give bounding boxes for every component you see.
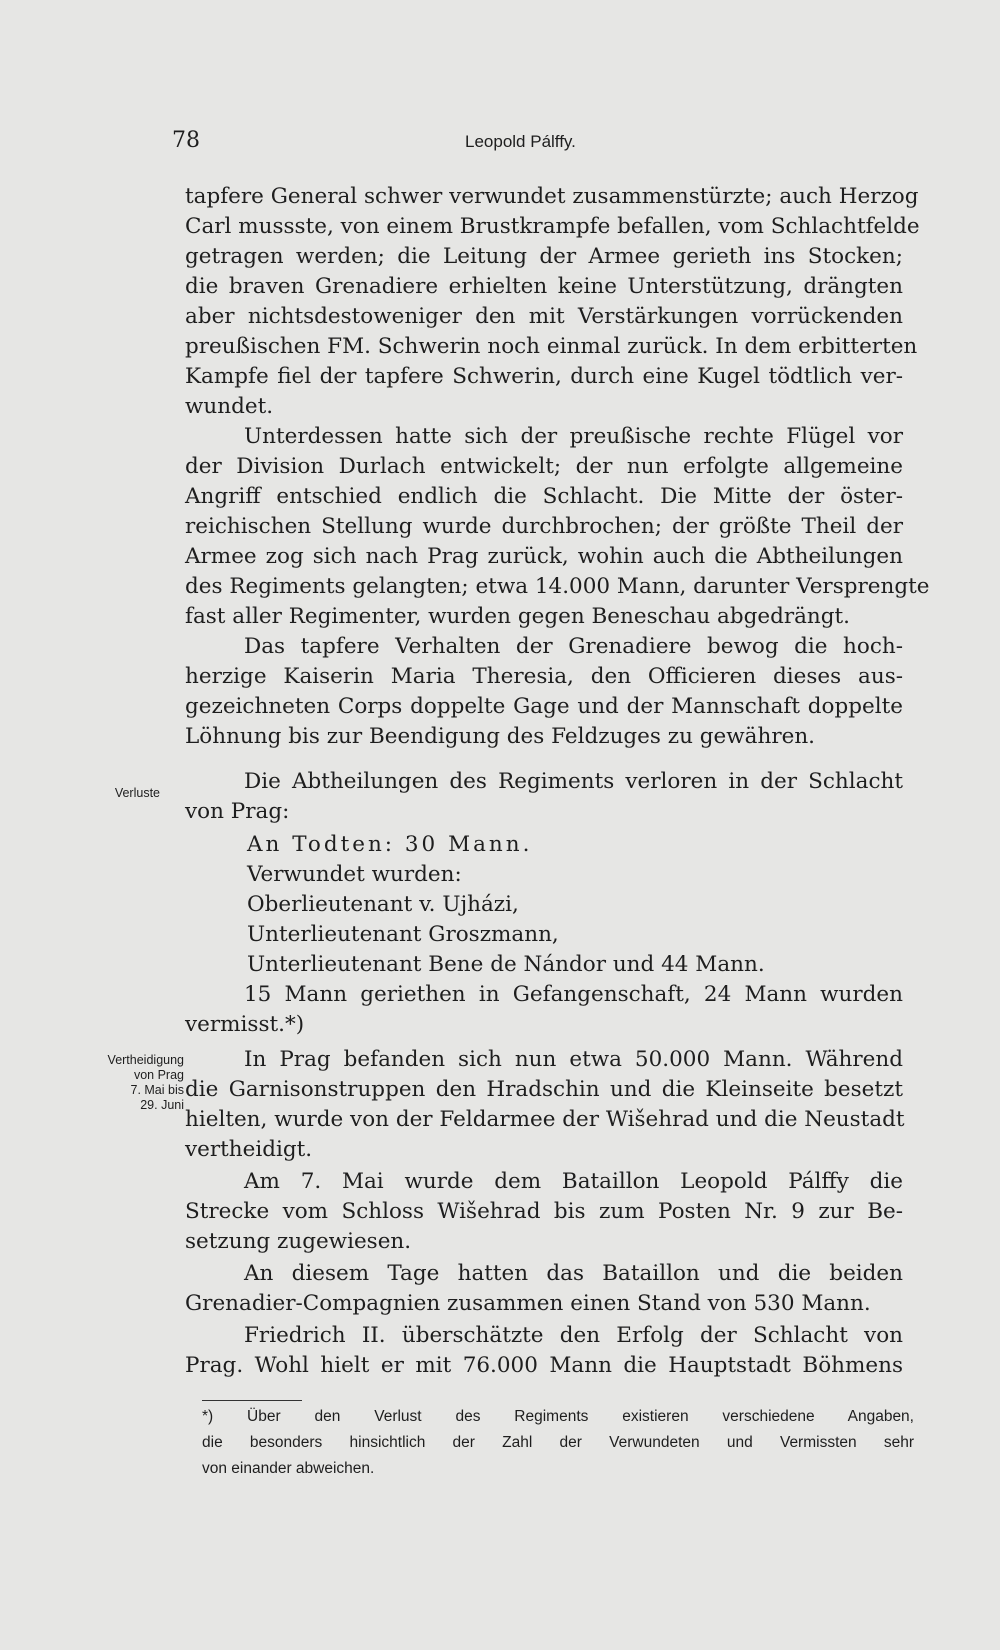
text-line: Unterlieutenant Groszmann, bbox=[247, 922, 559, 947]
text-line: Unterlieutenant Bene de Nándor und 44 Mann. bbox=[247, 952, 765, 977]
text-line: herzige Kaiserin Maria Theresia, den Officieren dieses aus- bbox=[185, 664, 903, 689]
text-line: des Regiments gelangten; etwa 14.000 Mann, darunter Versprengte bbox=[185, 574, 930, 599]
margin-note-line: von Prag bbox=[133, 1068, 184, 1082]
footnote-line: die besonders hinsichtlich der Zahl der Verwundeten und Vermissten sehr bbox=[202, 1434, 914, 1451]
text-line: Kampfe fiel der tapfere Schwerin, durch eine Kugel tödtlich ver- bbox=[185, 364, 903, 389]
text-line: Das tapfere Verhalten der Grenadiere bewog die hoch- bbox=[244, 634, 903, 659]
text-line: 15 Mann geriethen in Gefangenschaft, 24 Mann wurden bbox=[244, 982, 903, 1007]
text-line: die braven Grenadiere erhielten keine Unterstützung, drängten bbox=[185, 274, 903, 299]
text-line: Prag. Wohl hielt er mit 76.000 Mann die Hauptstadt Böhmens bbox=[185, 1353, 903, 1378]
text-line: wundet. bbox=[185, 394, 274, 419]
footnote-rule bbox=[202, 1400, 302, 1401]
text-line: die Garnisonstruppen den Hradschin und die Kleinseite besetzt bbox=[185, 1077, 903, 1102]
text-line: der Division Durlach entwickelt; der nun erfolgte allgemeine bbox=[185, 454, 903, 479]
text-line: In Prag befanden sich nun etwa 50.000 Mann. Während bbox=[244, 1047, 903, 1072]
text-line: Carl mussste, von einem Brustkrampfe befallen, vom Schlachtfelde bbox=[185, 214, 920, 239]
text-line: Die Abtheilungen des Regiments verloren in der Schlacht bbox=[244, 769, 903, 794]
text-line: getragen werden; die Leitung der Armee gerieth ins Stocken; bbox=[185, 244, 903, 269]
text-line: setzung zugewiesen. bbox=[185, 1229, 412, 1254]
text-line: Oberlieutenant v. Ujházi, bbox=[247, 892, 519, 917]
margin-note-vertheidigung bbox=[72, 1053, 184, 1113]
text-line: vermisst.*) bbox=[185, 1012, 305, 1037]
text-line: reichischen Stellung wurde durchbrochen; der größte Theil der bbox=[185, 514, 903, 539]
margin-note-line: Vertheidigung bbox=[107, 1053, 184, 1067]
page-header bbox=[172, 128, 860, 168]
text-line: fast aller Regimenter, wurden gegen Beneschau abgedrängt. bbox=[185, 604, 851, 629]
text-line: tapfere General schwer verwundet zusammenstürzte; auch Herzog bbox=[185, 184, 919, 209]
text-line: Verwundet wurden: bbox=[247, 862, 462, 887]
text-line: Angriff entschied endlich die Schlacht. Die Mitte der öster- bbox=[185, 484, 903, 509]
text-line: Strecke vom Schloss Wišehrad bis zum Posten Nr. 9 zur Be- bbox=[185, 1199, 903, 1224]
text-line: Löhnung bis zur Beendigung des Feldzuges zu gewähren. bbox=[185, 724, 816, 749]
page-number: 78 bbox=[172, 128, 200, 153]
margin-note-line: 29. Juni bbox=[140, 1098, 184, 1112]
text-line: Armee zog sich nach Prag zurück, wohin auch die Abtheilungen bbox=[185, 544, 903, 569]
text-line: An Todten: 30 Mann. bbox=[247, 832, 533, 857]
text-line: An diesem Tage hatten das Bataillon und die beiden bbox=[244, 1261, 903, 1286]
margin-note-verluste: Verluste bbox=[114, 786, 160, 800]
text-line: Grenadier-Compagnien zusammen einen Stand von 530 Mann. bbox=[185, 1291, 871, 1316]
text-line: Unterdessen hatte sich der preußische rechte Flügel vor bbox=[244, 424, 903, 449]
text-line: gezeichneten Corps doppelte Gage und der Mannschaft doppelte bbox=[185, 694, 903, 719]
text-line: Am 7. Mai wurde dem Bataillon Leopold Pálffy die bbox=[244, 1169, 903, 1194]
text-line: preußischen FM. Schwerin noch einmal zurück. In dem erbitterten bbox=[185, 334, 918, 359]
text-line: hielten, wurde von der Feldarmee der Wišehrad und die Neustadt bbox=[185, 1107, 905, 1132]
text-line: von Prag: bbox=[185, 799, 290, 824]
footnote-line: von einander abweichen. bbox=[202, 1460, 375, 1477]
text-line: aber nichtsdestoweniger den mit Verstärkungen vorrückenden bbox=[185, 304, 903, 329]
running-title: Leopold Pálffy. bbox=[465, 132, 576, 151]
text-line: vertheidigt. bbox=[185, 1137, 313, 1162]
footnote-line: *) Über den Verlust des Regiments existieren verschiedene Angaben, bbox=[202, 1408, 914, 1425]
margin-note-line: 7. Mai bis bbox=[130, 1083, 184, 1097]
text-line: Friedrich II. überschätzte den Erfolg der Schlacht von bbox=[244, 1323, 903, 1348]
